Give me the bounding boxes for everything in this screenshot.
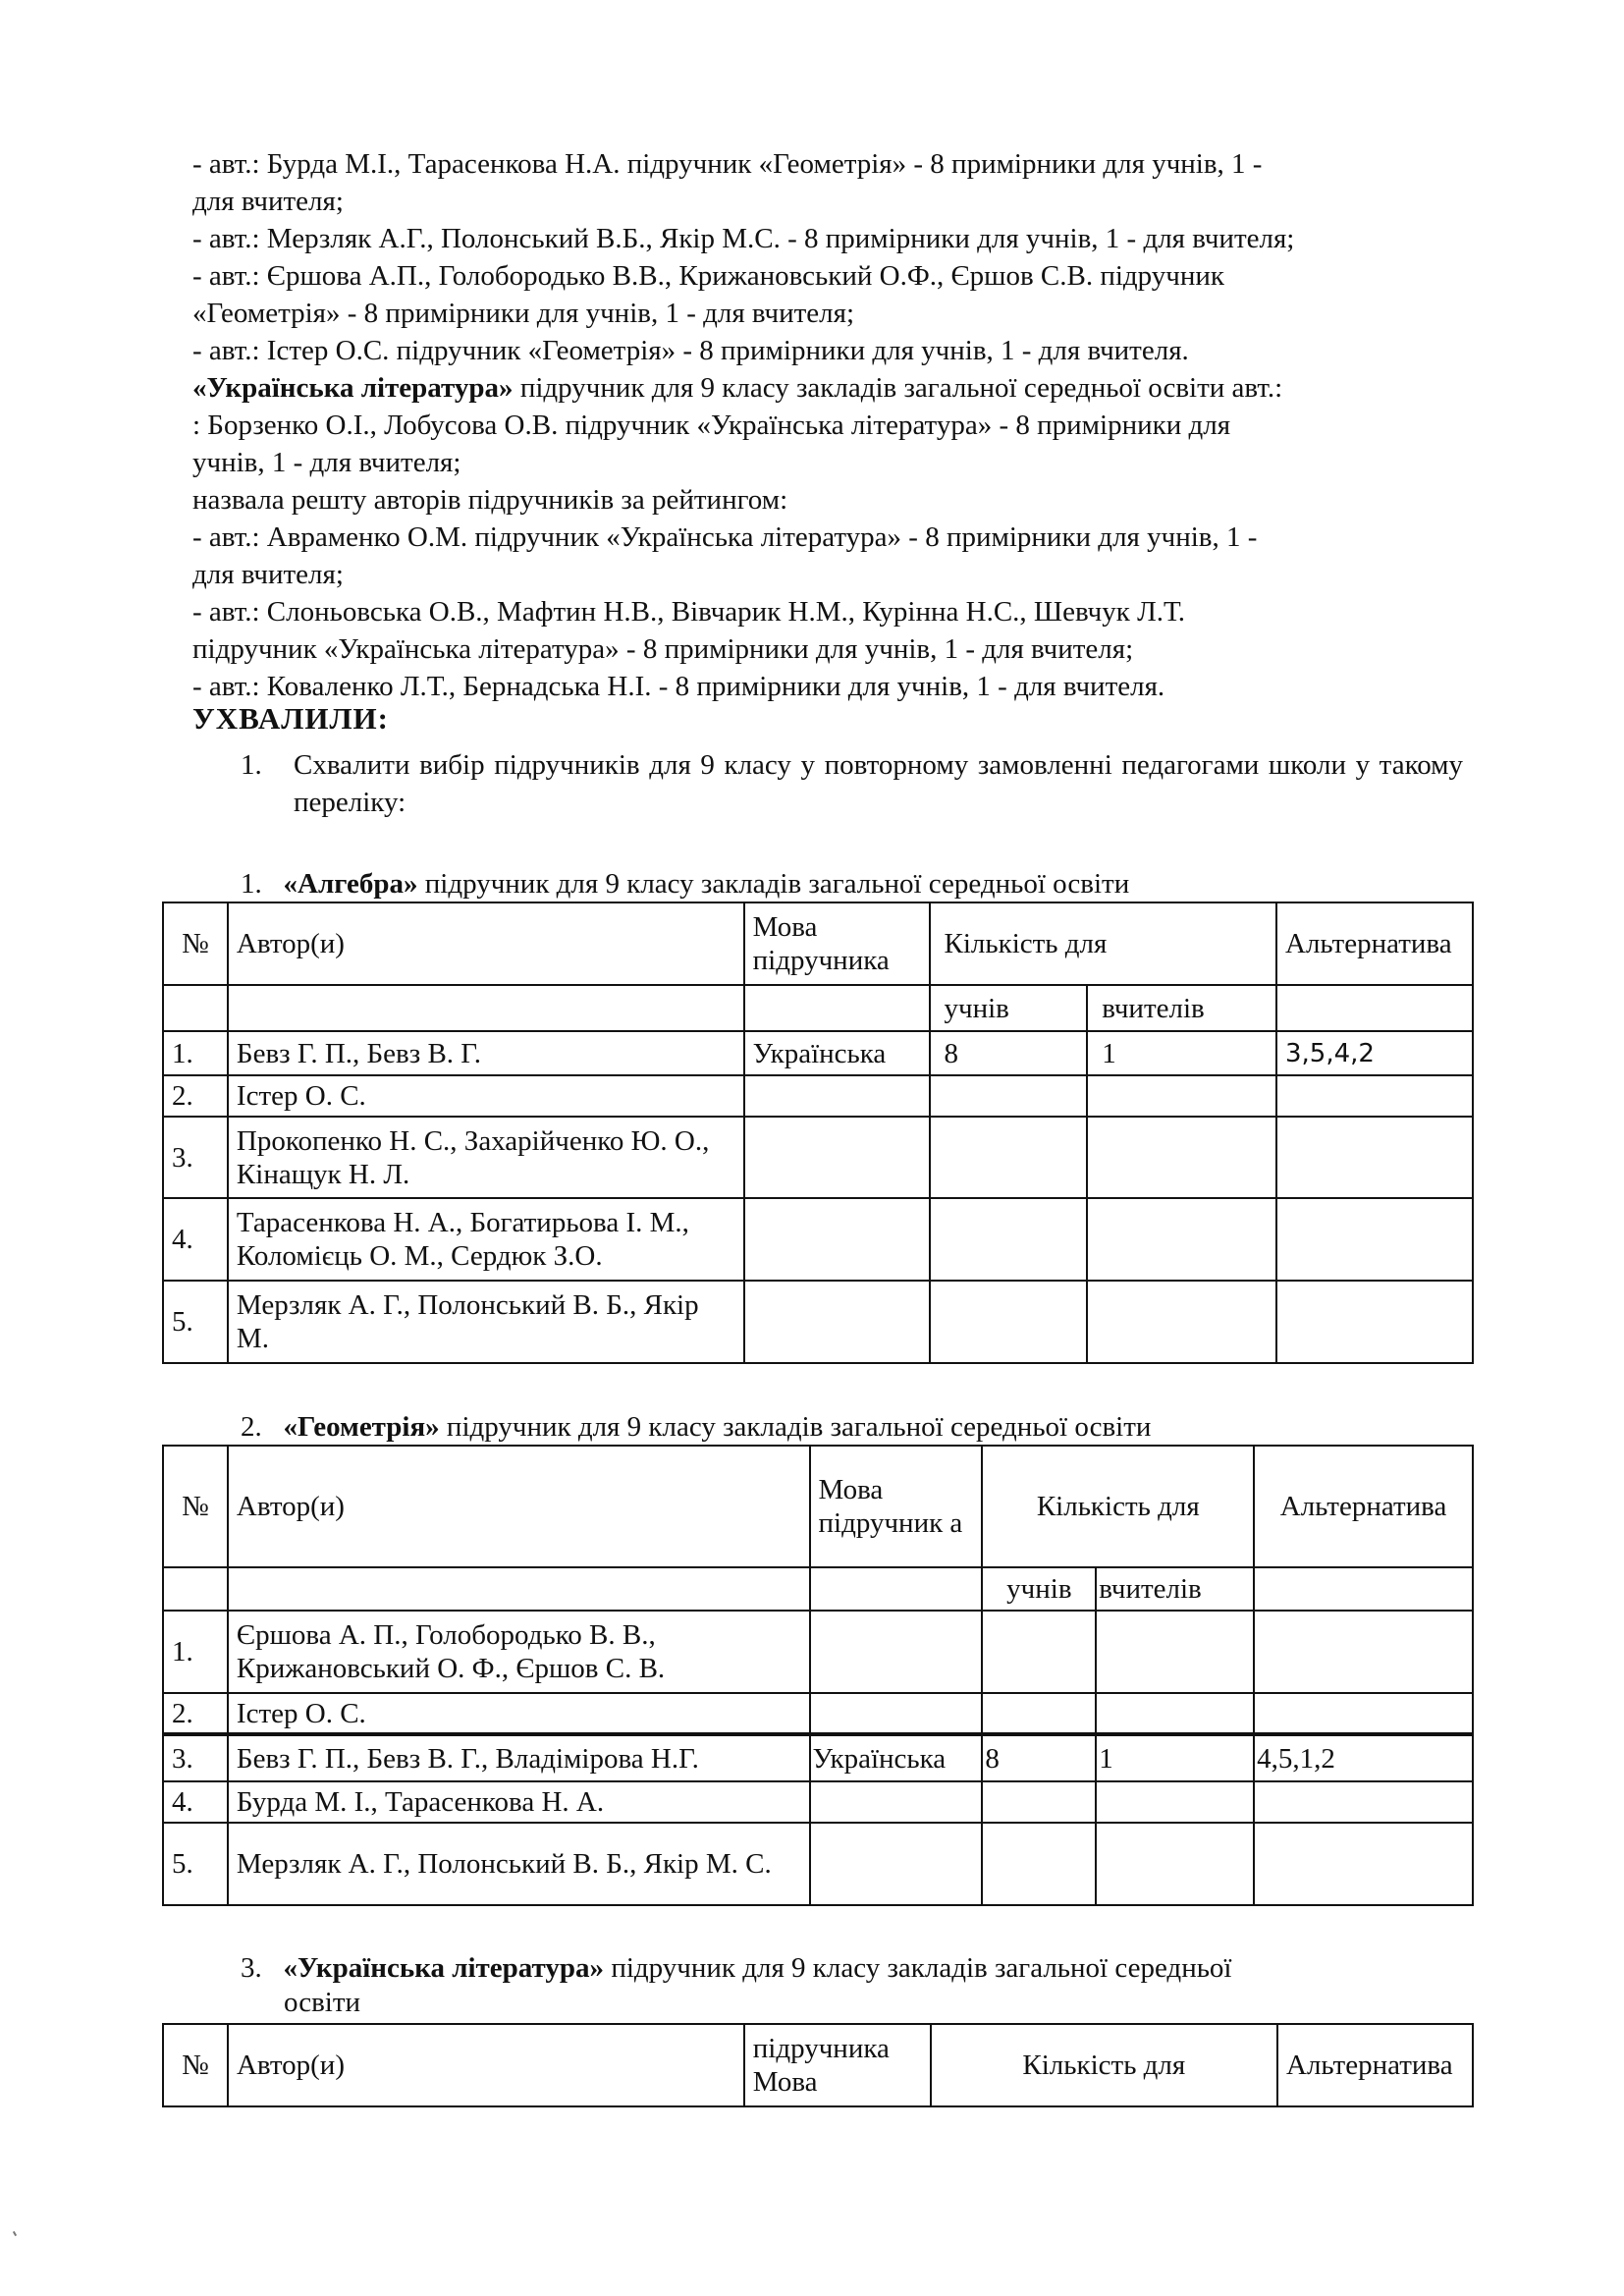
row-students <box>982 1611 1096 1693</box>
row-language <box>810 1611 983 1693</box>
row-students <box>930 1198 1088 1281</box>
table-number: 1. <box>241 868 262 900</box>
row-number: 5. <box>163 1281 228 1363</box>
literature-line: назвала решту авторів підручників за рейтингом: <box>192 484 788 516</box>
table-title-algebra <box>241 865 1129 902</box>
table-title-rest: підручник для 9 класу закладів загальної середньої <box>604 1952 1232 1984</box>
row-students <box>982 1781 1096 1823</box>
row-students: 8 <box>982 1734 1096 1781</box>
row-teachers <box>1096 1781 1254 1823</box>
row-students <box>982 1693 1096 1734</box>
table-header-row <box>163 2024 1473 2106</box>
header-alternative: Альтернатива <box>1276 902 1473 985</box>
subject-name: «Українська література» <box>283 1952 605 1984</box>
row-language <box>810 1693 983 1734</box>
row-number: 3. <box>163 1734 228 1781</box>
row-teachers <box>1096 1611 1254 1693</box>
row-authors: Мерзляк А. Г., Полонський В. Б., Якір М. <box>228 1281 744 1363</box>
table-title-rest: підручник для 9 класу закладів загальної середньої освіти <box>439 1411 1152 1443</box>
header-quantity: Кількість для <box>930 902 1276 985</box>
table-title-literature <box>241 1949 1232 1987</box>
row-number: 2. <box>163 1075 228 1117</box>
row-language: Українська <box>810 1734 983 1781</box>
empty-cell <box>228 1567 810 1611</box>
intro-line: - авт.: Єршова А.П., Голобородько В.В., Крижановський О.Ф., Єршов С.В. підручник <box>192 260 1225 292</box>
literature-line: - авт.: Коваленко Л.Т., Бернадська Н.І. - 8 примірники для учнів, 1 - для вчителя. <box>192 671 1165 702</box>
header-students: учнів <box>930 985 1088 1031</box>
literature-line: - авт.: Слоньовська О.В., Мафтин Н.В., Вівчарик Н.М., Курінна Н.С., Шевчук Л.Т. <box>192 596 1186 628</box>
header-authors: Автор(и) <box>228 1446 810 1567</box>
literature-line: : Борзенко О.І., Лобусова О.В. підручник «Українська література» - 8 примірники для <box>192 410 1231 441</box>
row-students <box>930 1117 1088 1198</box>
table-row <box>163 1031 1473 1075</box>
row-alternative: 3,5,4,2 <box>1276 1031 1473 1075</box>
header-quantity: Кількість для <box>931 2024 1277 2106</box>
literature-line: підручник «Українська література» - 8 примірники для учнів, 1 - для вчителя; <box>192 633 1134 665</box>
empty-cell <box>1276 985 1473 1031</box>
row-teachers <box>1087 1117 1276 1198</box>
row-teachers <box>1096 1823 1254 1905</box>
row-alternative <box>1254 1823 1473 1905</box>
row-language <box>810 1781 983 1823</box>
table-title-rest: підручник для 9 класу закладів загальної середньої освіти <box>417 868 1130 900</box>
header-number: № <box>163 1446 228 1567</box>
row-number: 1. <box>163 1611 228 1693</box>
row-authors: Бевз Г. П., Бевз В. Г., Владімірова Н.Г. <box>228 1734 810 1781</box>
row-alternative: 4,5,1,2 <box>1254 1734 1473 1781</box>
literature-heading-line <box>192 369 1282 407</box>
row-language <box>744 1117 930 1198</box>
header-number: № <box>163 902 228 985</box>
empty-cell <box>163 985 228 1031</box>
table-title-geometry <box>241 1408 1151 1446</box>
table-number: 3. <box>241 1952 262 1984</box>
row-students <box>982 1823 1096 1905</box>
row-number: 4. <box>163 1781 228 1823</box>
intro-line: «Геометрія» - 8 примірники для учнів, 1 - для вчителя; <box>192 298 855 329</box>
row-language <box>810 1823 983 1905</box>
empty-cell <box>744 985 930 1031</box>
row-authors: Істер О. С. <box>228 1075 744 1117</box>
table-row <box>163 1198 1473 1281</box>
row-authors: Бурда М. І., Тарасенкова Н. А. <box>228 1781 810 1823</box>
subject-name: «Алгебра» <box>283 868 418 900</box>
table-row <box>163 1075 1473 1117</box>
decision-heading: УХВАЛИЛИ: <box>192 701 389 736</box>
header-students: учнів <box>982 1567 1096 1611</box>
row-teachers <box>1087 1281 1276 1363</box>
table-row <box>163 1117 1473 1198</box>
decision-paragraph <box>241 746 1463 821</box>
empty-cell <box>228 985 744 1031</box>
table-row <box>163 1823 1473 1905</box>
header-authors: Автор(и) <box>228 902 744 985</box>
literature-title: «Українська література» <box>192 372 514 404</box>
subject-name: «Геометрія» <box>283 1411 440 1443</box>
header-teachers: вчителів <box>1087 985 1276 1031</box>
row-alternative <box>1276 1117 1473 1198</box>
geometry-table <box>162 1445 1474 1906</box>
intro-line: - авт.: Мерзляк А.Г., Полонський В.Б., Якір М.С. - 8 примірники для учнів, 1 - для вчителя; <box>192 223 1295 254</box>
decision-number: 1. <box>241 749 262 781</box>
row-number: 5. <box>163 1823 228 1905</box>
empty-cell <box>810 1567 983 1611</box>
header-language: Мова підручника <box>744 902 930 985</box>
intro-line: - авт.: Істер О.С. підручник «Геометрія» - 8 примірники для учнів, 1 - для вчителя. <box>192 335 1189 366</box>
row-number: 1. <box>163 1031 228 1075</box>
header-alternative: Альтернатива <box>1277 2024 1473 2106</box>
row-language <box>744 1281 930 1363</box>
literature-table <box>162 2023 1474 2107</box>
row-teachers <box>1087 1198 1276 1281</box>
empty-cell <box>163 1567 228 1611</box>
row-authors: Тарасенкова Н. А., Богатирьова І. М., Коломієць О. М., Сердюк З.О. <box>228 1198 744 1281</box>
decision-text: Схвалити вибір підручників для 9 класу у повторному замовленні педагогами школи у такому переліку: <box>294 749 1463 818</box>
table-row <box>163 1693 1473 1734</box>
row-students: 8 <box>930 1031 1088 1075</box>
header-language: підручника Мова <box>744 2024 931 2106</box>
table-header-row <box>163 1446 1473 1567</box>
row-number: 2. <box>163 1693 228 1734</box>
row-authors: Бевз Г. П., Бевз В. Г. <box>228 1031 744 1075</box>
literature-line: для вчителя; <box>192 559 344 590</box>
row-alternative <box>1276 1198 1473 1281</box>
row-alternative <box>1276 1281 1473 1363</box>
header-teachers: вчителів <box>1096 1567 1254 1611</box>
empty-cell <box>1254 1567 1473 1611</box>
header-alternative: Альтернатива <box>1254 1446 1473 1567</box>
header-quantity: Кількість для <box>982 1446 1254 1567</box>
header-number: № <box>163 2024 228 2106</box>
row-number: 4. <box>163 1198 228 1281</box>
row-alternative <box>1276 1075 1473 1117</box>
literature-line: - авт.: Авраменко О.М. підручник «Українська література» - 8 примірники для учнів, 1 - <box>192 521 1258 553</box>
row-authors: Єршова А. П., Голобородько В. В., Крижановський О. Ф., Єршов С. В. <box>228 1611 810 1693</box>
table-row <box>163 1781 1473 1823</box>
table-row <box>163 1734 1473 1781</box>
row-authors: Мерзляк А. Г., Полонський В. Б., Якір М. С. <box>228 1823 810 1905</box>
intro-line: - авт.: Бурда М.І., Тарасенкова Н.А. підручник «Геометрія» - 8 примірники для учнів, 1 - <box>192 148 1263 180</box>
table-row <box>163 1281 1473 1363</box>
row-teachers: 1 <box>1087 1031 1276 1075</box>
header-authors: Автор(и) <box>228 2024 744 2106</box>
row-language: Українська <box>744 1031 930 1075</box>
row-alternative <box>1254 1781 1473 1823</box>
row-language <box>744 1075 930 1117</box>
row-teachers: 1 <box>1096 1734 1254 1781</box>
table-title-literature-line2: освіти <box>284 1987 361 2018</box>
literature-title-rest: підручник для 9 класу закладів загальної середньої освіти авт.: <box>513 372 1283 404</box>
literature-line: учнів, 1 - для вчителя; <box>192 447 461 478</box>
row-number: 3. <box>163 1117 228 1198</box>
row-students <box>930 1075 1088 1117</box>
row-alternative <box>1254 1693 1473 1734</box>
scan-speck <box>13 2231 17 2236</box>
table-number: 2. <box>241 1411 262 1443</box>
row-teachers <box>1087 1075 1276 1117</box>
header-language: Мова підручник а <box>810 1446 983 1567</box>
row-teachers <box>1096 1693 1254 1734</box>
table-subheader-row <box>163 1567 1473 1611</box>
row-alternative <box>1254 1611 1473 1693</box>
table-row <box>163 1611 1473 1693</box>
intro-line: для вчителя; <box>192 186 344 217</box>
algebra-table <box>162 902 1474 1364</box>
row-authors: Прокопенко Н. С., Захарійченко Ю. О., Кінащук Н. Л. <box>228 1117 744 1198</box>
table-header-row <box>163 902 1473 985</box>
table-subheader-row <box>163 985 1473 1031</box>
row-students <box>930 1281 1088 1363</box>
row-authors: Істер О. С. <box>228 1693 810 1734</box>
row-language <box>744 1198 930 1281</box>
